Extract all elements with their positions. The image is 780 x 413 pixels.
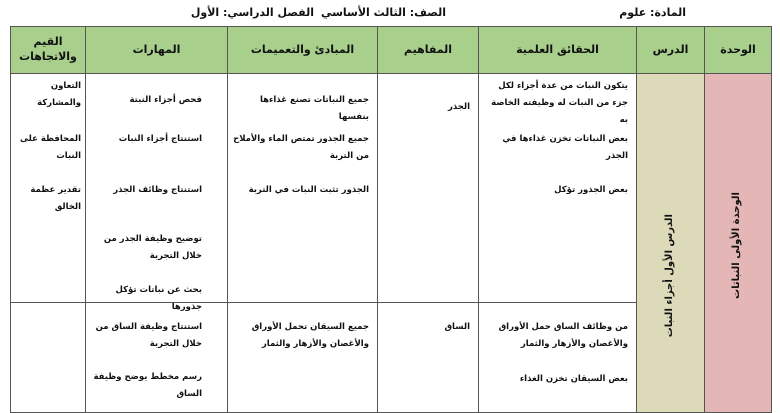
s2-values-cell bbox=[10, 302, 86, 413]
col-header-facts: الحقائق العلمية bbox=[478, 26, 637, 74]
grade-label: الصف: الثالث الأساسي bbox=[320, 6, 446, 19]
s2-skill-1: استنتاج وظيفة الساق من خلال التجربة bbox=[95, 322, 202, 349]
col-header-values-line1: القيم bbox=[33, 35, 63, 49]
s2-principle-1: جميع السيقان تحمل الأوراق والأغصان والأزهار والثمار bbox=[251, 322, 369, 349]
s2-fact-1: من وظائف الساق حمل الأوراق والأغصان والأزهار والثمار bbox=[498, 322, 628, 349]
s2-concept: الساق bbox=[444, 322, 470, 332]
col-header-concepts: المفاهيم bbox=[377, 26, 479, 74]
s1-facts-cell bbox=[478, 73, 637, 303]
lesson-name: الدرس الأول أجزاء النبات bbox=[664, 214, 675, 338]
s2-concepts-cell bbox=[377, 302, 479, 413]
s1-value-2: المحافظة على النبات bbox=[20, 134, 81, 161]
s1-principle-1: جميع النباتات تصنع غذاءها بنفسها bbox=[259, 95, 369, 122]
s1-values-cell bbox=[10, 73, 86, 303]
unit-name: الوحدة الأولى النباتات bbox=[731, 192, 742, 299]
s1-skills-cell bbox=[85, 73, 228, 312]
s2-skills-cell bbox=[85, 302, 228, 413]
col-header-skills: المهارات bbox=[85, 26, 228, 74]
s1-skill-5: بحث عن نباتات تؤكل جذورها bbox=[115, 285, 202, 312]
s2-fact-2: بعض السيقان تخزن الغذاء bbox=[519, 374, 628, 384]
s2-facts-cell bbox=[478, 302, 637, 413]
col-header-values-line2: والاتجاهات bbox=[19, 50, 77, 63]
subject-label: المادة: علوم bbox=[619, 6, 686, 19]
col-header-values bbox=[10, 26, 86, 74]
s2-skill-2: رسم مخطط يوضح وظيفة الساق bbox=[93, 372, 202, 399]
s1-fact-2: بعض النباتات تخزن غذاءها في الجذر bbox=[502, 134, 628, 161]
s1-fact-1: يتكون النبات من عدة أجزاء لكل جزء من النبات له وظيفته الخاصة به bbox=[491, 81, 628, 125]
col-header-principles: المبادئ والتعميمات bbox=[227, 26, 378, 74]
s1-value-1: التعاون والمشاركة bbox=[37, 81, 81, 108]
s1-skill-2: استنتاج أجزاء النبات bbox=[118, 134, 202, 144]
s1-principle-2: جميع الجذور تمتص الماء والأملاح من التربة bbox=[233, 134, 369, 161]
s1-principles-cell bbox=[227, 73, 378, 303]
col-header-unit: الوحدة bbox=[704, 26, 772, 74]
lesson-cell bbox=[636, 73, 705, 413]
semester-label: الفصل الدراسي: الأول bbox=[190, 6, 314, 19]
page-header bbox=[0, 6, 780, 24]
s1-concepts-cell bbox=[377, 73, 479, 303]
s1-principle-3: الجذور تثبت النبات في التربة bbox=[248, 185, 369, 195]
unit-cell bbox=[704, 73, 772, 413]
s1-skill-4: توضيح وظيفة الجذر من خلال التجربة bbox=[103, 234, 202, 261]
col-header-lesson: الدرس bbox=[636, 26, 705, 74]
s2-principles-cell bbox=[227, 302, 378, 413]
s1-skill-1: فحص أجزاء النبتة bbox=[129, 95, 202, 105]
s1-concept: الجذر bbox=[447, 102, 470, 112]
curriculum-table bbox=[10, 26, 772, 405]
s1-skill-3: استنتاج وظائف الجذر bbox=[113, 185, 202, 195]
s1-fact-3: بعض الجذور تؤكل bbox=[554, 185, 628, 195]
s1-value-3: تقدير عظمة الخالق bbox=[30, 185, 81, 212]
